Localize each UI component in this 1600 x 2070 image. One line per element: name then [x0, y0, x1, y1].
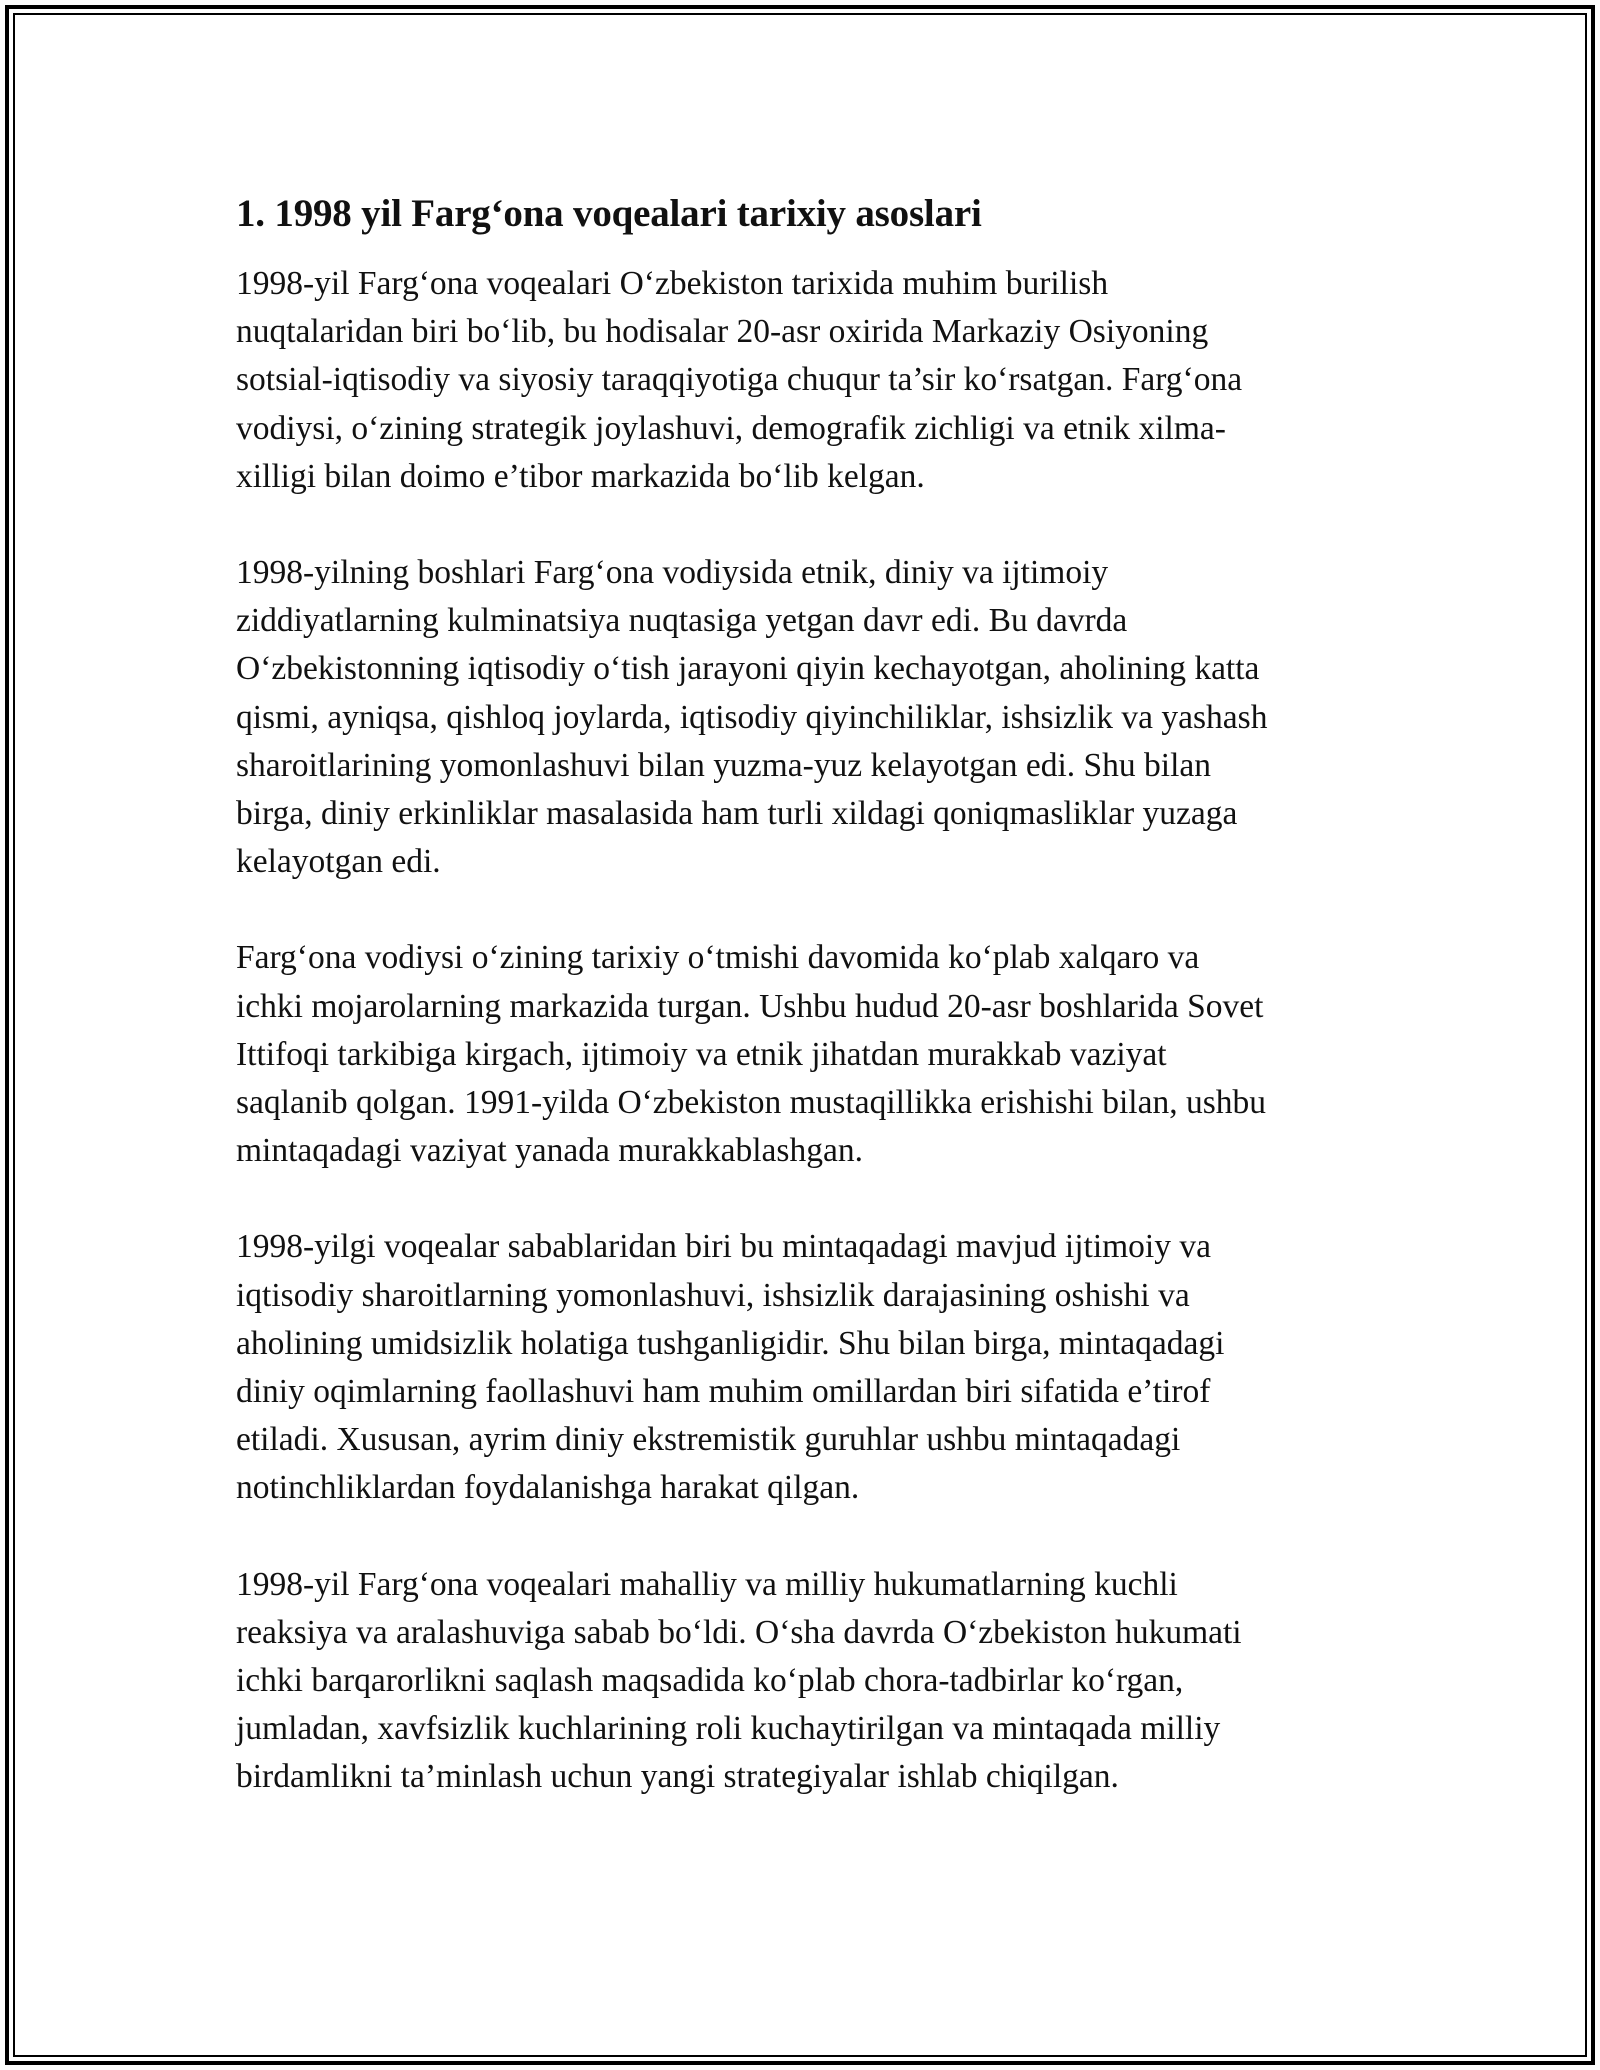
- text-line: 1998-yilgi voqealar sabablaridan biri bu mintaqadagi mavjud ijtimoiy va: [236, 1228, 1211, 1266]
- paragraph: [236, 934, 1376, 1175]
- document-body: [236, 190, 1376, 1850]
- text-line: mintaqadagi vaziyat yanada murakkablashgan.: [236, 1132, 863, 1170]
- text-line: O‘zbekistonning iqtisodiy o‘tish jarayoni qiyin kechayotgan, aholining katta: [236, 650, 1260, 688]
- text-line: nuqtalaridan biri bo‘lib, bu hodisalar 20-asr oxirida Markaziy Osiyoning: [236, 313, 1209, 351]
- text-line: sharoitlarining yomonlashuvi bilan yuzma-yuz kelayotgan edi. Shu bilan: [236, 746, 1212, 784]
- text-line: reaksiya va aralashuviga sabab bo‘ldi. O‘sha davrda O‘zbekiston hukumati: [236, 1613, 1242, 1651]
- text-line: aholining umidsizlik holatiga tushganligidir. Shu bilan birga, mintaqadagi: [236, 1324, 1225, 1362]
- paragraph: [236, 260, 1376, 501]
- text-line: etiladi. Xususan, ayrim diniy ekstremistik guruhlar ushbu mintaqadagi: [236, 1421, 1181, 1459]
- text-line: diniy oqimlarning faollashuvi ham muhim omillardan biri sifatida e’tirof: [236, 1373, 1211, 1411]
- text-line: Farg‘ona vodiysi o‘zining tarixiy o‘tmishi davomida ko‘plab xalqaro va: [236, 939, 1200, 977]
- paragraph: [236, 1561, 1376, 1802]
- text-line: ichki barqarorlikni saqlash maqsadida ko‘plab chora-tadbirlar ko‘rgan,: [236, 1662, 1184, 1700]
- paragraph-list: [236, 260, 1376, 1802]
- text-line: xilligi bilan doimo e’tibor markazida bo‘lib kelgan.: [236, 457, 925, 495]
- text-line: vodiysi, o‘zining strategik joylashuvi, demografik zichligi va etnik xilma-: [236, 409, 1226, 447]
- text-line: qismi, ayniqsa, qishloq joylarda, iqtisodiy qiyinchiliklar, ishsizlik va yashash: [236, 698, 1268, 736]
- text-line: 1998-yil Farg‘ona voqealari O‘zbekiston tarixida muhim burilish: [236, 265, 1109, 302]
- text-line: 1998-yil Farg‘ona voqealari mahalliy va milliy hukumatlarning kuchli: [236, 1565, 1178, 1603]
- text-line: birga, diniy erkinliklar masalasida ham turli xildagi qoniqmasliklar yuzaga: [236, 795, 1238, 833]
- text-line: iqtisodiy sharoitlarning yomonlashuvi, ishsizlik darajasining oshishi va: [236, 1276, 1190, 1314]
- text-line: jumladan, xavfsizlik kuchlarining roli kuchaytirilgan va mintaqada milliy: [236, 1710, 1221, 1748]
- paragraph: [236, 549, 1376, 886]
- text-line: birdamlikni ta’minlash uchun yangi strategiyalar ishlab chiqilgan.: [236, 1758, 1119, 1796]
- paragraph: [236, 1223, 1376, 1512]
- text-line: ziddiyatlarning kulminatsiya nuqtasiga yetgan davr edi. Bu davrda: [236, 602, 1128, 640]
- text-line: Ittifoqi tarkibiga kirgach, ijtimoiy va etnik jihatdan murakkab vaziyat: [236, 1035, 1167, 1073]
- text-line: ichki mojarolarning markazida turgan. Ushbu hudud 20-asr boshlarida Sovet: [236, 987, 1264, 1025]
- section-title: 1. 1998 yil Farg‘ona voqealari tarixiy asoslari: [236, 192, 982, 235]
- text-line: saqlanib qolgan. 1991-yilda O‘zbekiston mustaqillikka erishishi bilan, ushbu: [236, 1084, 1266, 1122]
- text-line: 1998-yilning boshlari Farg‘ona vodiysida etnik, diniy va ijtimoiy: [236, 554, 1109, 592]
- text-line: sotsial-iqtisodiy va siyosiy taraqqiyotiga chuqur ta’sir ko‘rsatgan. Farg‘ona: [236, 361, 1243, 399]
- text-line: kelayotgan edi.: [236, 843, 441, 881]
- text-line: notinchliklardan foydalanishga harakat qilgan.: [236, 1469, 860, 1507]
